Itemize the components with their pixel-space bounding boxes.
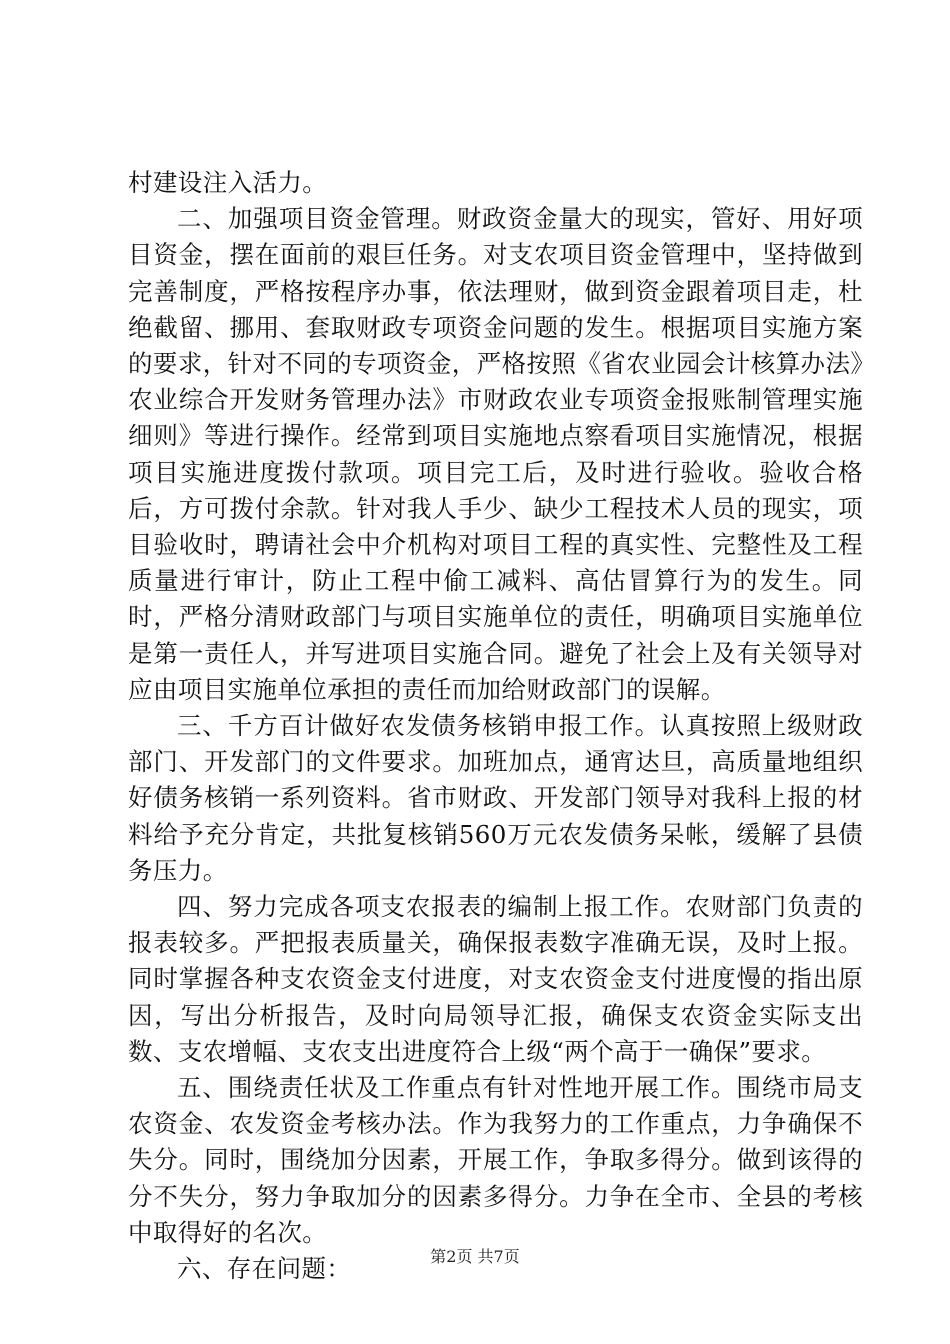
paragraph-debt-writeoff: 三、千方百计做好农发债务核销申报工作。认真按照上级财政部门、开发部门的文件要求。加班加点，通宵达旦，高质量地组织好债务核销一系列资料。省市财政、开发部门领导对我科上报的材料给予充分肯定，共批复核销560万元农发债务呆帐，缓解了县债务压力。 [128, 711, 863, 885]
page-number-footer: 第2页 共7页 [430, 1247, 520, 1266]
paragraph-responsibility: 五、围绕责任状及工作重点有针对性地开展工作。围绕市局支农资金、农发资金考核办法。作为我努力的工作重点，力争确保不失分。同时，围绕加分因素，开展工作，争取多得分。做到该得的分不失分，努力争取加分的因素多得分。力争在全市、全县的考核中取得好的名次。 [128, 1073, 863, 1247]
paragraph-continuation: 村建设注入活力。 [128, 168, 328, 197]
document-body [128, 165, 863, 1287]
paragraph-problems-heading: 六、存在问题： [177, 1254, 352, 1284]
paragraph-reports: 四、努力完成各项支农报表的编制上报工作。农财部门负责的报表较多。严把报表质量关，确保报表数字准确无误，及时上报。同时掌握各种支农资金支付进度，对支农资金支付进度慢的指出原因，写出分析报告，及时向局领导汇报，确保支农资金实际支出数、支农增幅、支农支出进度符合上级“两个高于一确保”要求。 [128, 892, 863, 1066]
paragraph-project-funds: 二、加强项目资金管理。财政资金量大的现实，管好、用好项目资金，摆在面前的艰巨任务。对支农项目资金管理中，坚持做到完善制度，严格按程序办事，依法理财，做到资金跟着项目走，杜绝截留、挪用、套取财政专项资金问题的发生。根据项目实施方案的要求，针对不同的专项资金，严格按照《省农业园会计核算办法》农业综合开发财务管理办法》市财政农业专项资金报账制管理实施细则》等进行操作。经常到项目实施地点察看项目实施情况，根据项目实施进度拨付款项。项目完工后，及时进行验收。验收合格后，方可拨付余款。针对我人手少、缺少工程技术人员的现实，项目验收时，聘请社会中介机构对项目工程的真实性、完整性及工程质量进行审计，防止工程中偷工减料、高估冒算行为的发生。同时，严格分清财政部门与项目实施单位的责任，明确项目实施单位是第一责任人，并写进项目实施合同。避免了社会上及有关领导对应由项目实施单位承担的责任而加给财政部门的误解。 [128, 204, 863, 704]
